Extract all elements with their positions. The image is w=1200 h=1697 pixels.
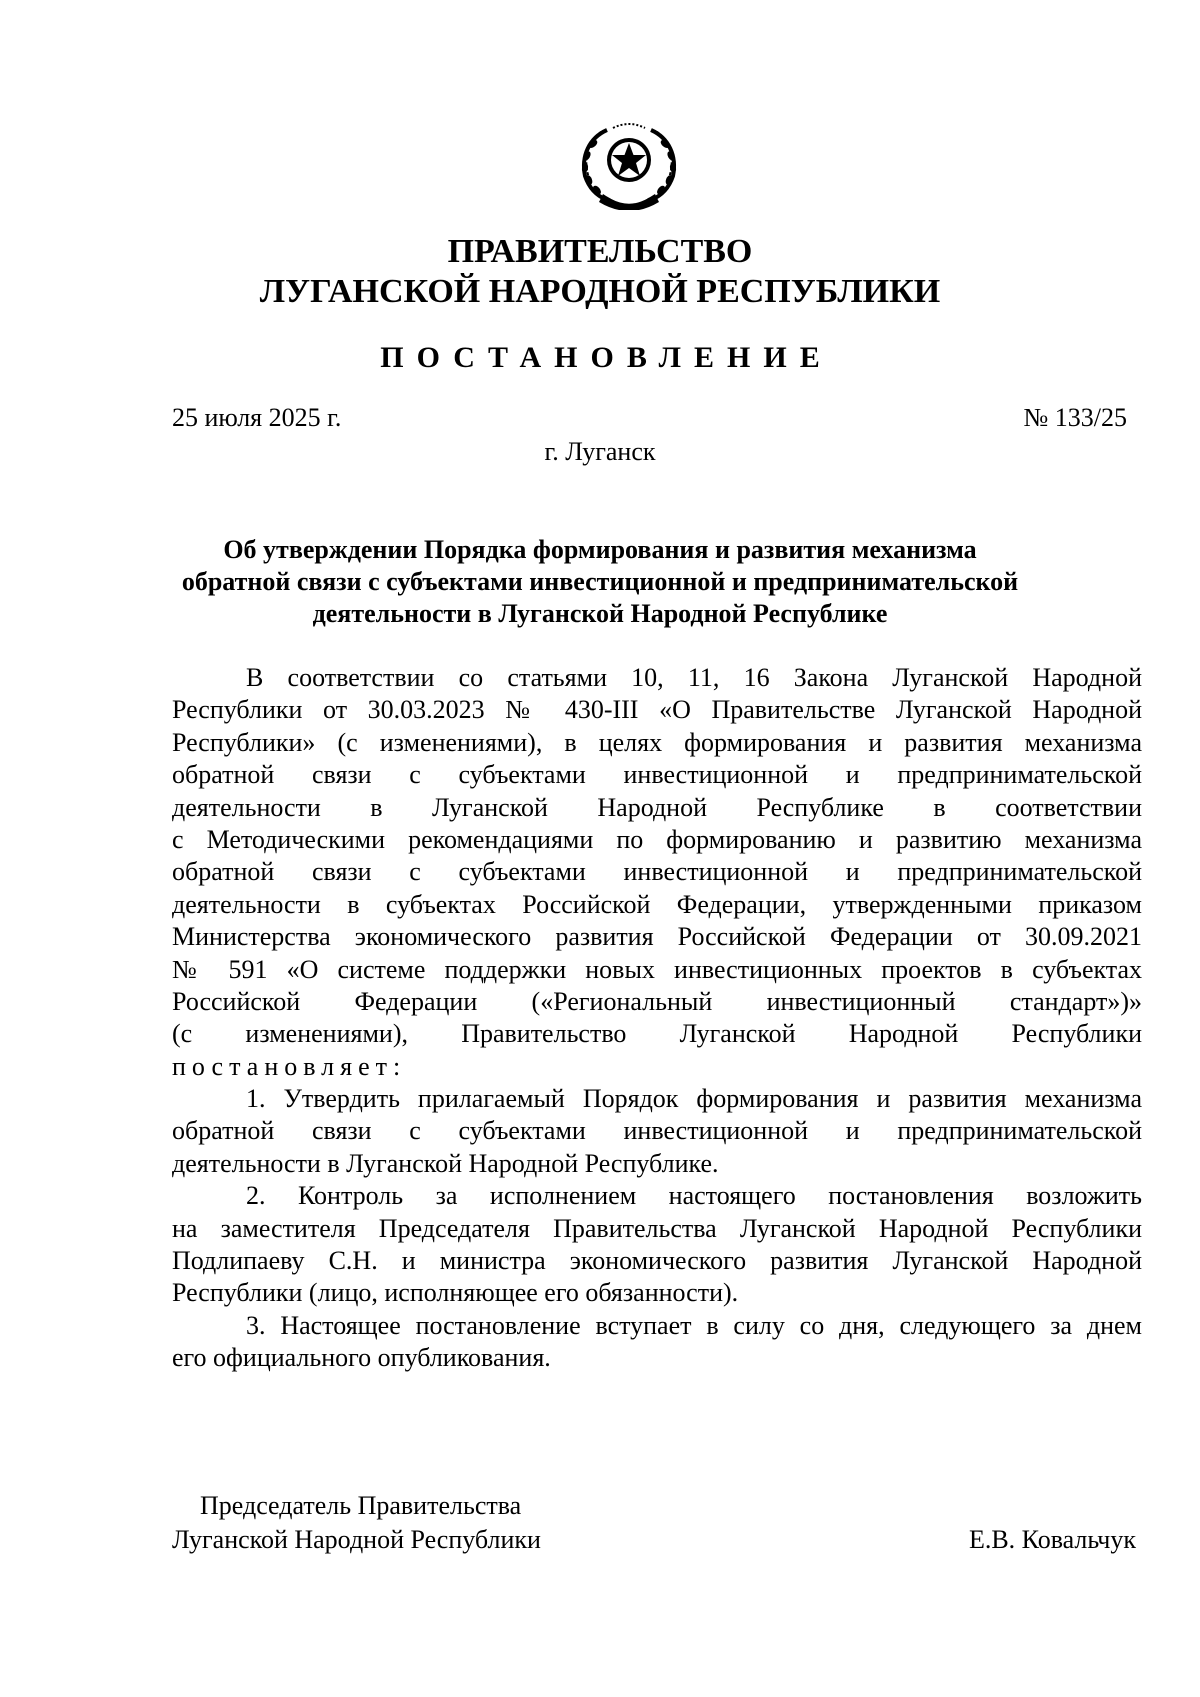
body-line: В соответствии со статьями 10, 11, 16 Закона Луганской Народной bbox=[246, 663, 1142, 692]
document-city: г. Луганск bbox=[544, 437, 656, 466]
body-line: Республики (лицо, исполняющее его обязанности). bbox=[172, 1278, 739, 1308]
document-number: № 133/25 bbox=[1023, 403, 1127, 432]
coat-of-arms-icon bbox=[567, 122, 691, 210]
body-line: Республики от 30.03.2023 № 430-III «О Правительстве Луганской Народной bbox=[172, 695, 1142, 725]
signatory-name: Е.В. Ковальчук bbox=[968, 1525, 1136, 1554]
document-body bbox=[172, 662, 1142, 1375]
subject-line: Об утверждении Порядка формирования и развития механизма bbox=[223, 535, 977, 564]
signatory-title-line2: Луганской Народной Республики bbox=[172, 1525, 541, 1554]
body-line: 1. Утвердить прилагаемый Порядок формирования и развития механизма bbox=[246, 1084, 1142, 1114]
body-line: его официального опубликования. bbox=[172, 1343, 551, 1373]
body-line: деятельности в субъектах Российской Федерации, утвержденными приказом bbox=[172, 889, 1142, 919]
body-line: № 591 «О системе поддержки новых инвестиционных проектов в субъектах bbox=[172, 954, 1142, 984]
subject-line: обратной связи с субъектами инвестиционной и предпринимательской bbox=[181, 567, 1019, 596]
body-line: (с изменениями), Правительство Луганской Народной Республики bbox=[172, 1019, 1142, 1049]
document-type: ПОСТАНОВЛЕНИЕ bbox=[380, 341, 833, 374]
body-line: деятельности в Луганской Народной Республике. bbox=[172, 1148, 719, 1178]
body-line: Республики» (с изменениями), в целях формирования и развития механизма bbox=[172, 727, 1142, 757]
body-line: обратной связи с субъектами инвестиционной и предпринимательской bbox=[172, 1116, 1142, 1146]
document-date: 25 июля 2025 г. bbox=[172, 403, 342, 432]
subject-line: деятельности в Луганской Народной Республике bbox=[312, 599, 888, 628]
body-line: с Методическими рекомендациями по формированию и развитию механизма bbox=[172, 824, 1142, 854]
body-line: 3. Настоящее постановление вступает в силу со дня, следующего за днем bbox=[246, 1310, 1142, 1340]
body-line: деятельности в Луганской Народной Республике в соответствии bbox=[172, 792, 1142, 822]
body-line: Российской Федерации («Региональный инвестиционный стандарт»)» bbox=[172, 986, 1142, 1016]
body-line-resolves: постановляет: bbox=[172, 1051, 407, 1081]
body-line: 2. Контроль за исполнением настоящего постановления возложить bbox=[246, 1181, 1142, 1211]
body-line: Министерства экономического развития Российской Федерации от 30.09.2021 bbox=[172, 922, 1142, 952]
signatory-title bbox=[172, 1489, 541, 1557]
body-line: обратной связи с субъектами инвестиционной и предпринимательской bbox=[172, 760, 1142, 790]
signatory-title-line1: Председатель Правительства bbox=[200, 1491, 522, 1520]
document-subject bbox=[0, 534, 1200, 630]
body-line: обратной связи с субъектами инвестиционной и предпринимательской bbox=[172, 857, 1142, 887]
body-line: на заместителя Председателя Правительства Луганской Народной Республики bbox=[172, 1213, 1142, 1243]
org-title-line1: ПРАВИТЕЛЬСТВО bbox=[447, 233, 753, 270]
body-line: Подлипаеву С.Н. и министра экономического развития Луганской Народной bbox=[172, 1246, 1142, 1276]
org-title-line2: ЛУГАНСКОЙ НАРОДНОЙ РЕСПУБЛИКИ bbox=[259, 273, 941, 310]
